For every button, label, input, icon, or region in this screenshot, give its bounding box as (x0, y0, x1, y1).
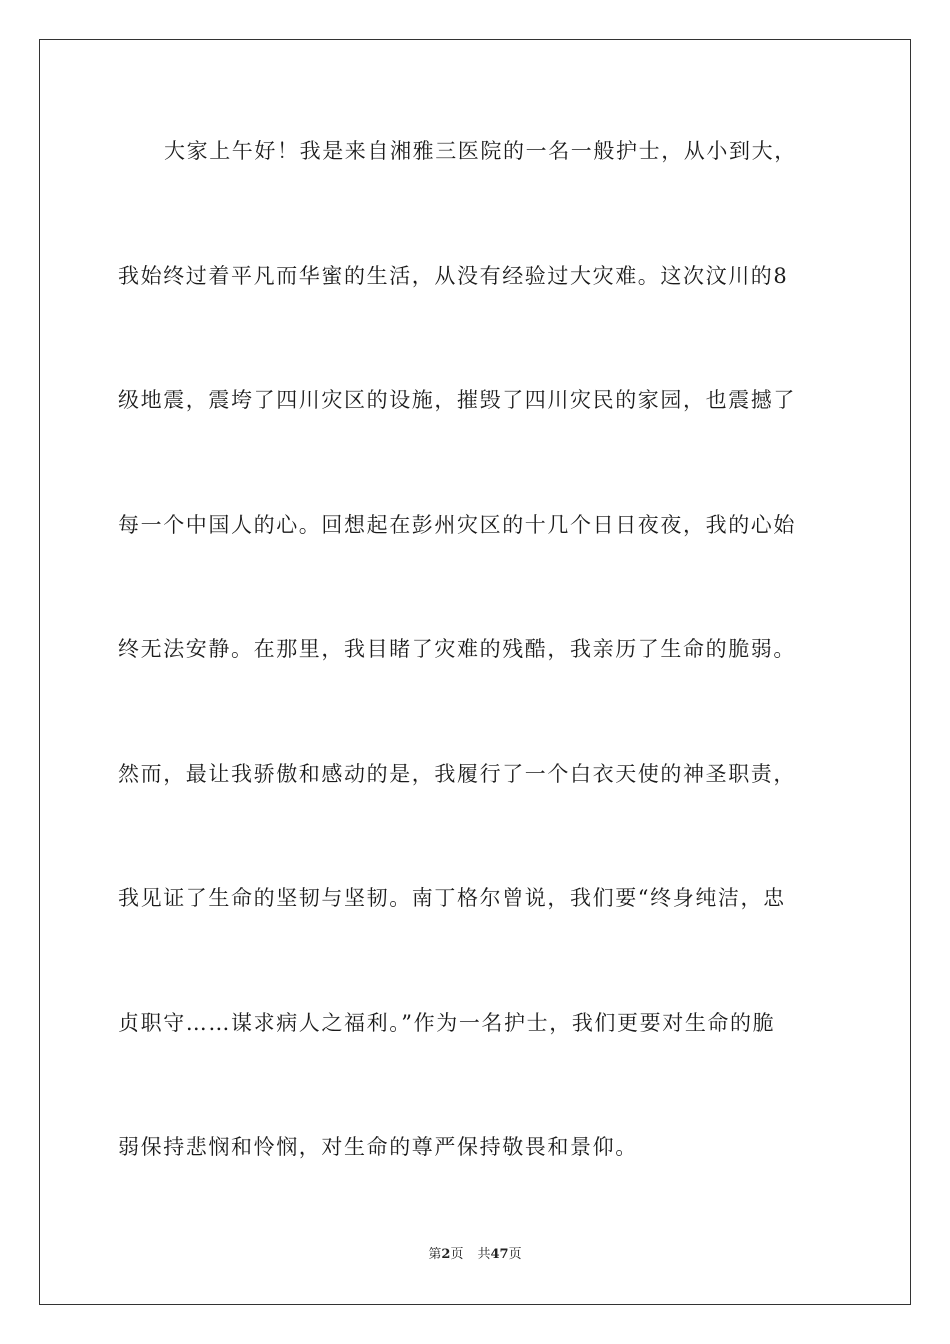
paragraph-line-3: 级地震，震垮了四川灾区的设施，摧毁了四川灾民的家园，也震撼了 (118, 388, 796, 412)
paragraph-line-5: 终无法安静。在那里，我目睹了灾难的残酷，我亲历了生命的脆弱。 (118, 637, 796, 661)
paragraph-line-4: 每一个中国人的心。回想起在彭州灾区的十几个日日夜夜，我的心始 (118, 513, 796, 537)
paragraph-line-6: 然而，最让我骄傲和感动的是，我履行了一个白衣天使的神圣职责， (118, 762, 796, 786)
footer-page-suffix: 页 (450, 1247, 464, 1262)
paragraph-line-8: 贞职守……谋求病人之福利。”作为一名护士，我们更要对生命的脆 (118, 1011, 776, 1035)
paragraph-line-2: 我始终过着平凡而华蜜的生活，从没有经验过大灾难。这次汶川的8 (118, 264, 789, 288)
page-border (39, 39, 911, 1305)
paragraph-line-7: 我见证了生命的坚韧与坚韧。南丁格尔曾说，我们要“终身纯洁，忠 (118, 886, 786, 910)
paragraph-line-9: 弱保持悲悯和怜悯，对生命的尊严保持敬畏和景仰。 (118, 1135, 638, 1159)
footer-page-number: 2 (441, 1247, 451, 1262)
page-footer (0, 1246, 950, 1264)
footer-total-prefix: 共 (477, 1247, 491, 1262)
paragraph-line-1: 大家上午好！我是来自湘雅三医院的一名一般护士，从小到大， (164, 139, 797, 163)
footer-total-suffix: 页 (508, 1247, 522, 1262)
footer-page-prefix: 第 (428, 1247, 442, 1262)
footer-total-pages: 47 (490, 1247, 509, 1262)
